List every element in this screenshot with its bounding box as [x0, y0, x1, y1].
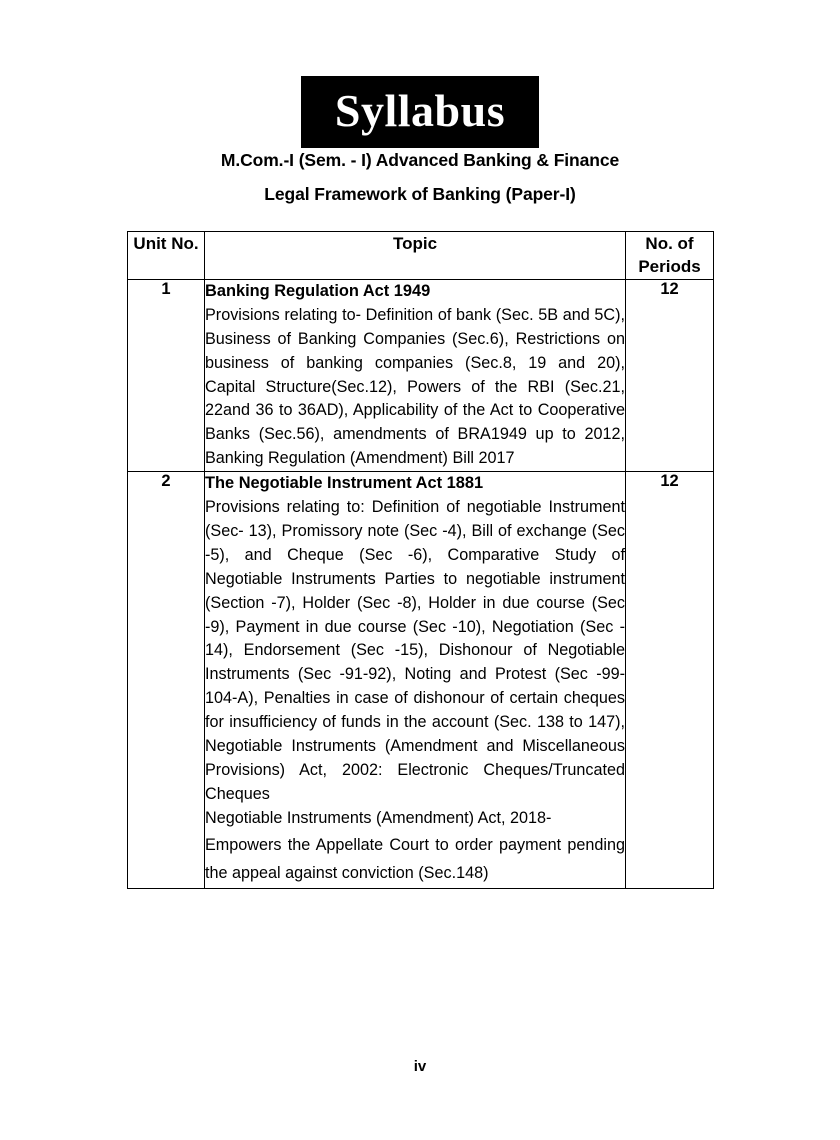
column-header-topic: Topic	[205, 232, 626, 280]
column-header-unit-no: Unit No.	[128, 232, 205, 280]
topic-body: Provisions relating to- Definition of bank (Sec. 5B and 5C), Business of Banking Companies (Sec.6), Restrictions on business of banking companies (Sec.8, 19 and 20), Capital Structure(Sec.12), Powers of the RBI (Sec.21, 22and 36 to 36AD), Applicability of the Act to Cooperative Banks (Sec.56), amendments of BRA1949 up to 2012, Banking Regulation (Amendment) Bill 2017	[205, 305, 625, 468]
topic-body-amendment-line: Negotiable Instruments (Amendment) Act, 2018-	[205, 808, 552, 827]
topic-heading: Banking Regulation Act 1949	[205, 281, 431, 300]
page-number: iv	[413, 1058, 427, 1075]
table-header-row	[128, 232, 714, 280]
periods-count: 12	[626, 472, 714, 889]
syllabus-table	[127, 231, 714, 889]
periods-count: 12	[626, 279, 714, 471]
paper-subtitle: Legal Framework of Banking (Paper-I)	[264, 184, 576, 204]
table-row	[128, 472, 714, 889]
topic-body: Provisions relating to: Definition of negotiable Instrument (Sec- 13), Promissory note (Sec -4), Bill of exchange (Sec -5), and Cheque (Sec -6), Comparative Study of Negotiable Instruments Parties to negotiable instrument (Section -7), Holder (Sec -8), Holder in due course (Sec -9), Payment in due course (Sec -10), Negotiation (Sec - 14), Endorsement (Sec -15), Dishonour of Negotiable Instruments (Sec -91-92), Noting and Protest (Sec -99-104-A), Penalties in case of dishonour of certain cheques for insufficiency of funds in the account (Sec. 138 to 147), Negotiable Instruments (Amendment and Miscellaneous Provisions) Act, 2002: Electronic Cheques/Truncated Cheques	[205, 498, 625, 803]
topic-heading: The Negotiable Instrument Act 1881	[205, 474, 484, 493]
course-subtitle: M.Com.-I (Sem. - I) Advanced Banking & Finance	[220, 150, 620, 170]
unit-number: 2	[128, 472, 205, 889]
topic-cell	[205, 472, 626, 889]
topic-body-appellate-line: Empowers the Appellate Court to order payment pending the appeal against conviction (Sec.148)	[205, 835, 625, 883]
page-title: Syllabus	[301, 76, 539, 148]
page-title-block	[0, 76, 840, 148]
column-header-no-of-periods: No. of Periods	[626, 232, 714, 280]
table-row	[128, 279, 714, 471]
topic-cell	[205, 279, 626, 471]
unit-number: 1	[128, 279, 205, 471]
